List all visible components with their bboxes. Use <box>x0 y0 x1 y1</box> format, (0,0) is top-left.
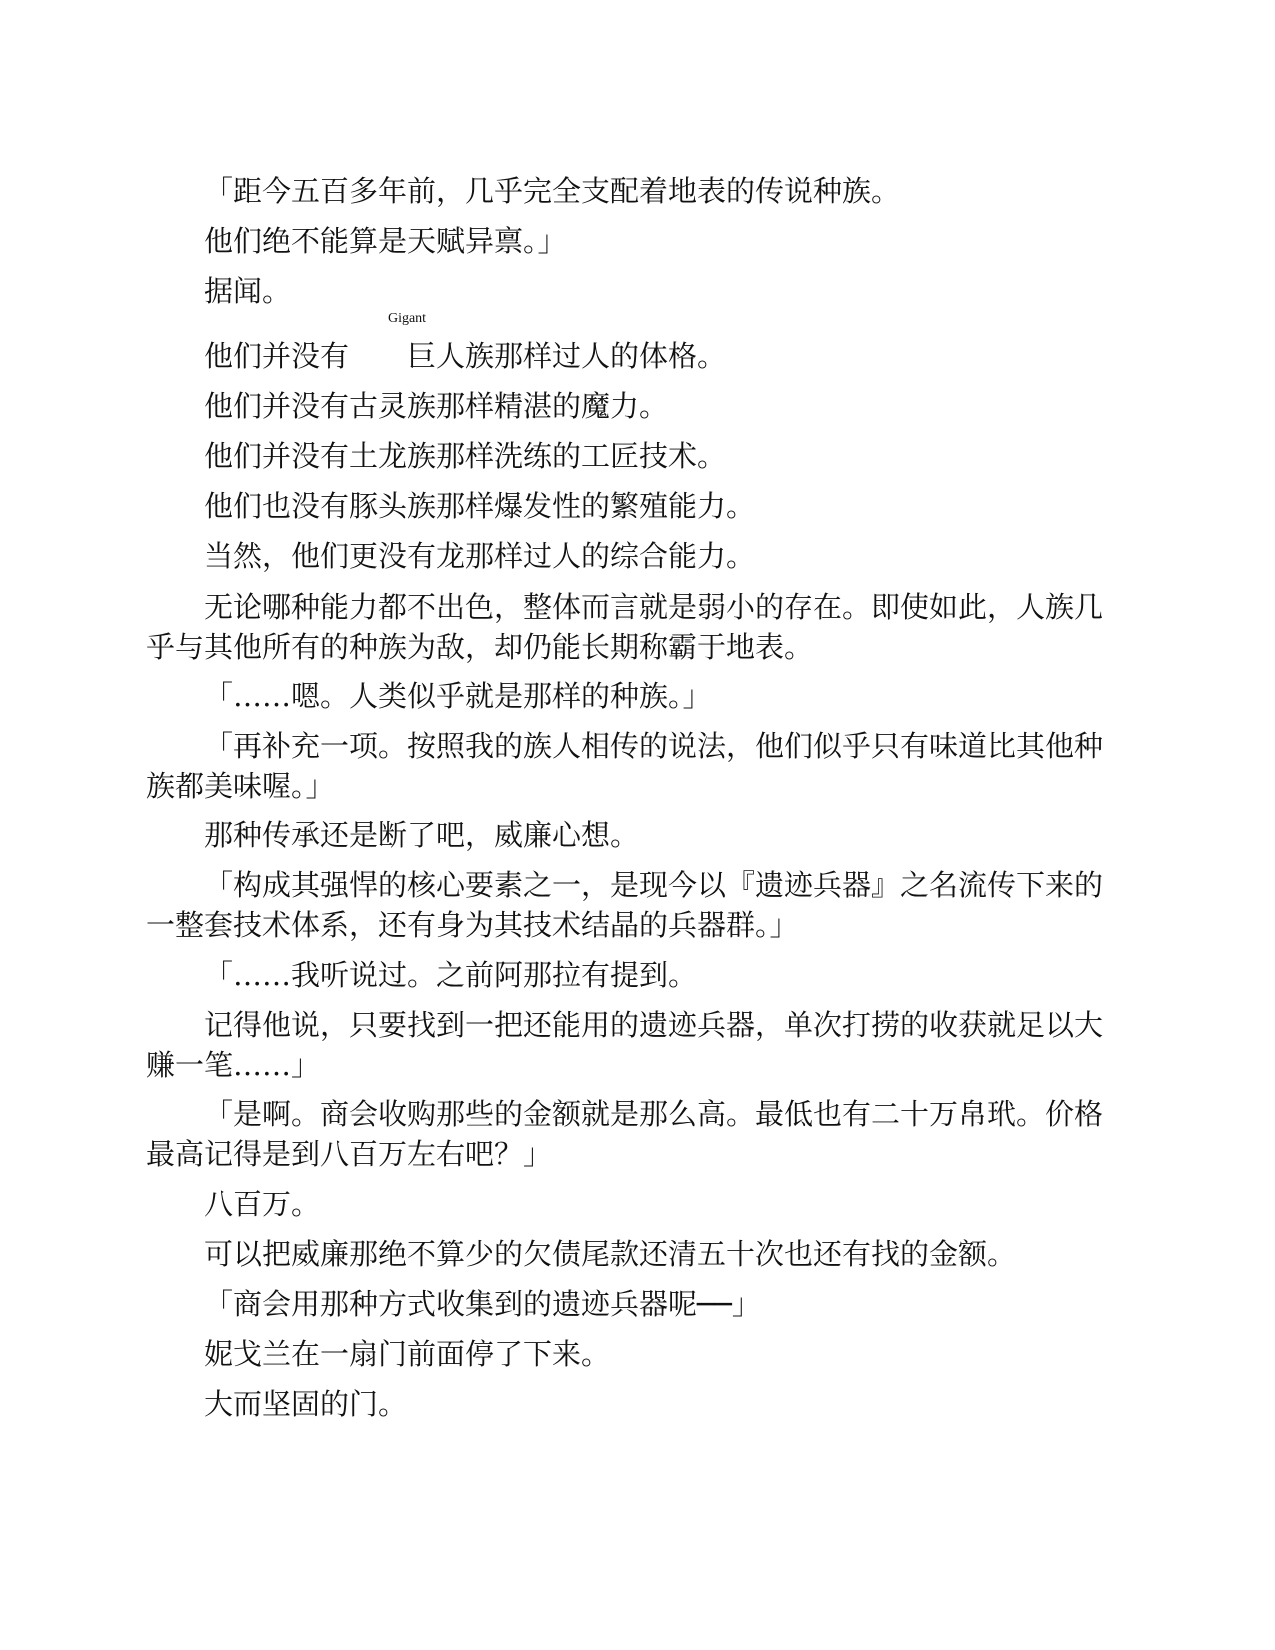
paragraph-17: 八百万。 <box>204 1187 321 1221</box>
paragraph-21: 大而坚固的门。 <box>204 1387 408 1421</box>
paragraph-6: 他们并没有土龙族那样洗练的工匠技术。 <box>204 439 727 473</box>
paragraph-3: 据闻。 <box>204 274 292 308</box>
ruby-annotated-term <box>349 311 466 376</box>
paragraph-16: 「是啊。商会收购那些的金额就是那么高。最低也有二十万帛玳。价格最高记得是到八百万左右吧？」 <box>146 1097 1104 1171</box>
paragraph-18: 可以把威廉那绝不算少的欠债尾款还清五十次也还有找的金额。 <box>204 1237 1017 1271</box>
paragraph-14: 「……我听说过。之前阿那拉有提到。 <box>204 958 698 992</box>
paragraph-19: 「商会用那种方式收集到的遗迹兵器呢──」 <box>204 1287 761 1321</box>
paragraph-20: 妮戈兰在一扇门前面停了下来。 <box>204 1337 611 1371</box>
paragraph-7: 他们也没有豚头族那样爆发性的繁殖能力。 <box>204 489 756 523</box>
ruby-base: 巨人 <box>407 339 466 373</box>
paragraph-1: 「距今五百多年前，几乎完全支配着地表的传说种族。 <box>204 174 901 208</box>
ruby-annotation: Gigant <box>387 311 427 326</box>
paragraph-13: 「构成其强悍的核心要素之一，是现今以『遗迹兵器』之名流传下来的一整套技术体系，还有身为其技术结晶的兵器群。」 <box>146 868 1104 942</box>
paragraph-5: 他们并没有古灵族那样精湛的魔力。 <box>204 389 669 423</box>
paragraph-11: 「再补充一项。按照我的族人相传的说法，他们似乎只有味道比其他种族都美味喔。」 <box>146 729 1104 803</box>
paragraph-10: 「……嗯。人类似乎就是那样的种族。」 <box>204 679 712 713</box>
paragraph-2: 他们绝不能算是天赋异禀。」 <box>204 224 567 258</box>
paragraph-9: 无论哪种能力都不出色，整体而言就是弱小的存在。即使如此，人族几乎与其他所有的种族为敌，却仍能长期称霸于地表。 <box>146 590 1104 664</box>
paragraph-8: 当然，他们更没有龙那样过人的综合能力。 <box>204 539 756 573</box>
paragraph-4-post: 族那样过人的体格。 <box>465 339 727 373</box>
paragraph-4-with-ruby <box>146 311 1118 376</box>
paragraph-12: 那种传承还是断了吧，威廉心想。 <box>204 818 640 852</box>
paragraph-15: 记得他说，只要找到一把还能用的遗迹兵器，单次打捞的收获就足以大赚一笔……」 <box>146 1008 1104 1082</box>
paragraph-4-pre: 他们并没有 <box>204 339 350 373</box>
